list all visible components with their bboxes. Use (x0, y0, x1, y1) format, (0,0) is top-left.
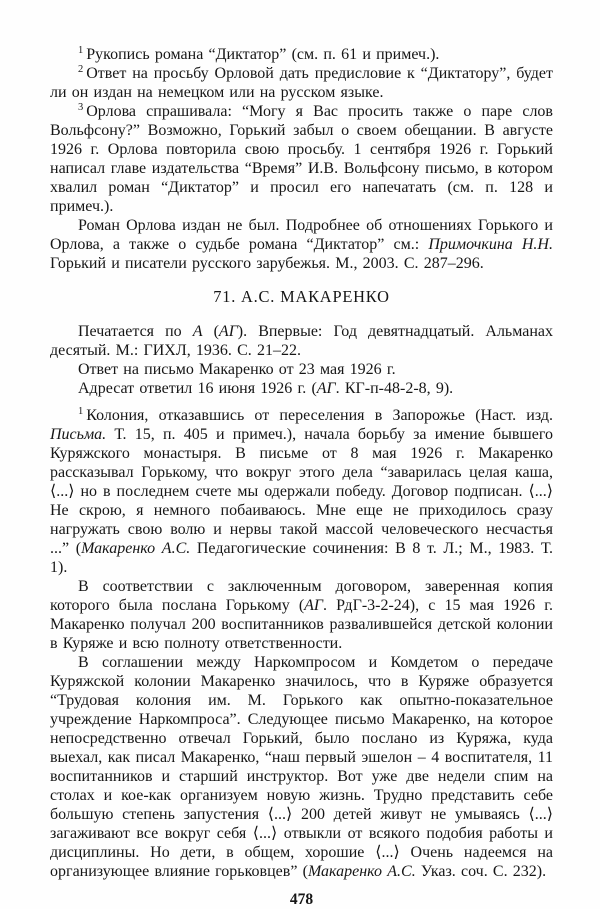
footnote-marker: 1 (78, 405, 84, 417)
commentary-paragraph (50, 379, 553, 398)
footnote-paragraph (50, 45, 553, 64)
section-heading: 71. А.С. МАКАРЕНКО (213, 287, 390, 306)
text-run: ( (202, 323, 219, 340)
commentary-paragraph (50, 577, 553, 653)
text-run: Ответ на письмо Макаренко от 23 мая 1926 г. (78, 361, 396, 378)
text-run: . РдГ-3-2-24), с 15 мая 1926 г. Макаренко получал 200 воспитанников развалившейся детской колонии в Куряже и всю полноту ответственности. (50, 597, 553, 652)
text-run: Адресат ответил 16 июня 1926 г. ( (78, 380, 317, 397)
text-run: Т. 15, п. 405 и примеч.), начала борьбу за имение бывшего Куряжского монастыря. В письме от 8 мая 1926 г. Макаренко рассказывал Горькому, что вокруг этого дела “заварилась целая каша, ⟨...⟩ но в последнем счете мы одержали победу. Договор подписан. ⟨...⟩ Не скрою, я немного побаиваюсь. Мне еще не приходилось сразу нагружать свою волю и нервы такой массой человеческого несчастья ...” ( (50, 426, 553, 557)
page-text (50, 45, 553, 881)
text-run: Ответ на просьбу Орловой дать предисловие к “Диктатору”, будет ли он издан на немецком или на русском языке. (50, 65, 553, 101)
footnote-marker: 3 (78, 101, 84, 113)
italic-run: А (192, 323, 203, 340)
text-run: Горький и писатели русского зарубежья. М., 2003. С. 287–296. (50, 255, 484, 272)
footnote-marker: 2 (78, 63, 84, 75)
footnote-paragraph (50, 406, 553, 577)
italic-run: АГ (218, 323, 238, 340)
page-number: 478 (289, 891, 314, 908)
text-run: Указ. соч. С. 232). (415, 863, 547, 880)
commentary-paragraph (50, 653, 553, 881)
text-run: Рукопись романа “Диктатор” (см. п. 61 и примеч.). (86, 46, 440, 63)
italic-run: Письма. (50, 426, 107, 443)
italic-run: АГ (316, 380, 336, 397)
commentary-paragraph (50, 360, 553, 379)
italic-run: АГ (304, 597, 324, 614)
text-run: Печатается по (78, 323, 193, 340)
footnote-paragraph (50, 102, 553, 216)
italic-run: Макаренко А.С. (81, 540, 191, 557)
text-run: Роман Орлова издан не был. Подробнее об отношениях Горького и Орлова, а также о судьбе романа “Диктатор” см.: (50, 217, 553, 253)
footnote-paragraph (50, 64, 553, 102)
text-run: . КГ-п-48-2-8, 9). (335, 380, 454, 397)
italic-run: Примочкина Н.Н. (428, 236, 553, 253)
text-run: Колония, отказавшись от переселения в Запорожье (Наст. изд. (86, 407, 553, 424)
commentary-paragraph (50, 216, 553, 273)
text-run: Педагогические сочинения: В 8 т. Л.; М., 1983. Т. 1). (50, 540, 553, 576)
text-run: ). Впервые: Год девятнадцатый. Альманах десятый. М.: ГИХЛ, 1936. С. 21–22. (50, 323, 554, 359)
text-run: Орлова спрашивала: “Могу я Вас просить также о паре слов Вольфсону?” Возможно, Горький забыл о своем обещании. В августе 1926 г. Орлова повторила свою просьбу. 1 сентября 1926 г. Горький написал главе издательства “Время” И.В. Вольфсону письмо, в котором хвалил роман “Диктатор” и просил его напечатать (см. п. 128 и примеч.). (50, 103, 553, 215)
footnote-marker: 1 (78, 44, 84, 56)
text-run: В соглашении между Наркомпросом и Комдетом о передаче Куряжской колонии Макаренко значилось, что в Куряже образуется “Трудовая колония им. М. Горького как опытно-показательное учреждение Наркомпроса”. Следующее письмо Макаренко, на которое непосредственно отвечал Горький, было послано из Куряжа, куда выехал, как писал Макаренко, “наш первый эшелон – 4 воспитателя, 11 воспитанников и старший инструктор. Вот уже две недели спим на столах и кое-как организуем новую жизнь. Трудно представить себе большую степень запустения ⟨...⟩ 200 детей живут не умываясь ⟨...⟩ загаживают все вокруг себя ⟨...⟩ отвыкли от всякого подобия работы и дисциплины. Но дети, в общем, хорошие ⟨...⟩ Очень надеемся на организующее влияние горьковцев” ( (50, 654, 553, 880)
italic-run: Макаренко А.С. (307, 863, 416, 880)
text-run: В соответствии с заключенным договором, заверенная копия которого была послана Горькому ( (50, 578, 553, 614)
commentary-paragraph (50, 322, 553, 360)
